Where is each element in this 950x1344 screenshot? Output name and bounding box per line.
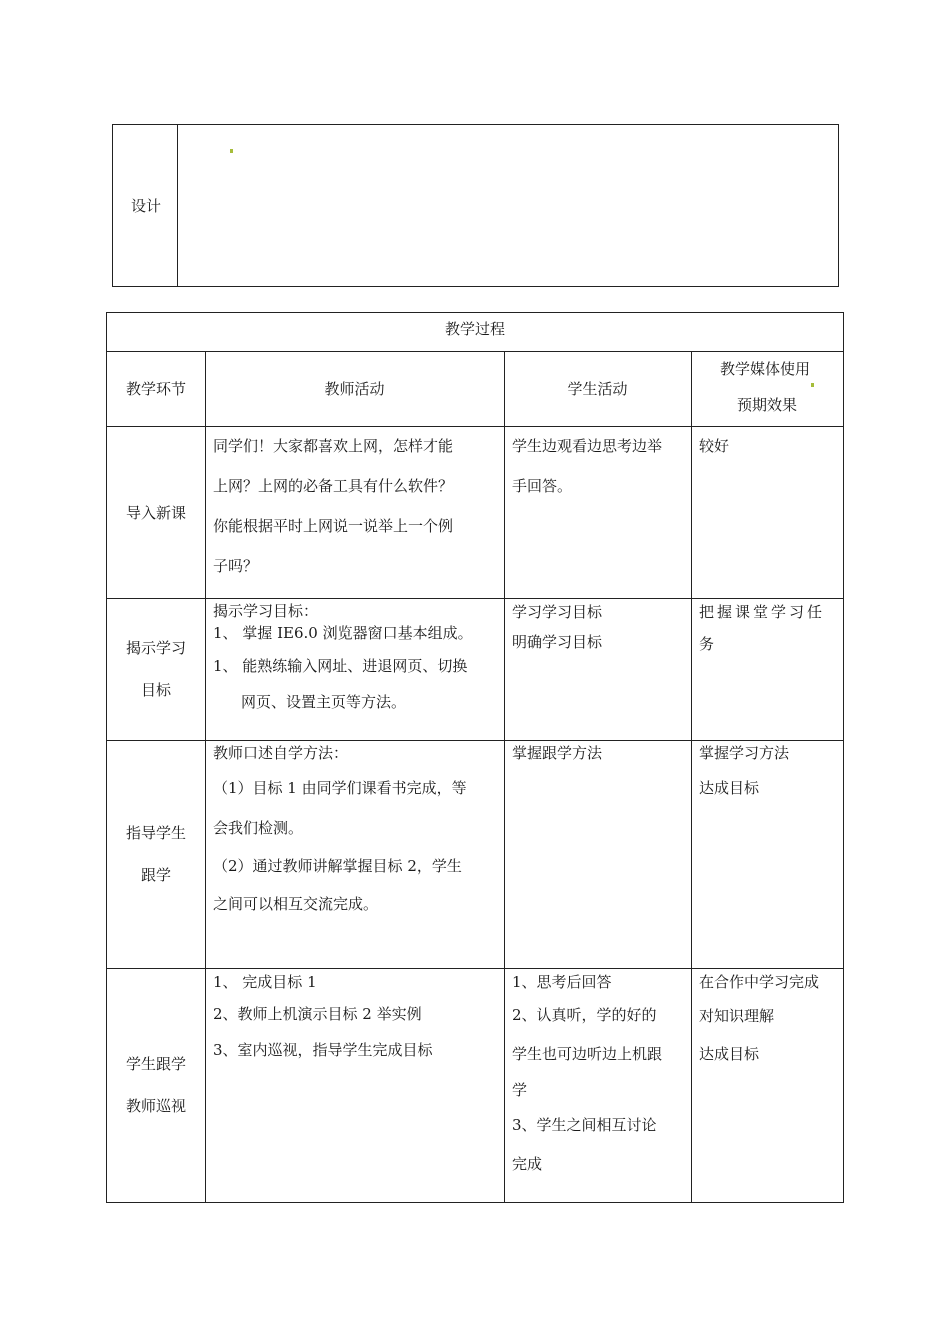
design-label-cell bbox=[113, 125, 178, 286]
table-row-1-media bbox=[691, 426, 843, 598]
header-teacher-text: 教师活动 bbox=[324, 380, 385, 398]
teacher-line: 2、教师上机演示目标 2 举实例 bbox=[213, 1005, 422, 1023]
table-row-3-stage bbox=[107, 740, 205, 968]
teacher-line: 网页、设置主页等方法。 bbox=[241, 693, 407, 711]
table-row-1-stage bbox=[107, 426, 205, 598]
student-line: 完成 bbox=[512, 1155, 543, 1173]
student-line: 明确学习目标 bbox=[512, 633, 603, 651]
marker-dot bbox=[230, 149, 233, 153]
teacher-line: 上网？上网的必备工具有什么软件？ bbox=[213, 477, 454, 495]
stage-text: 目标 bbox=[140, 681, 171, 699]
stage-text: 指导学生 bbox=[125, 824, 186, 842]
student-line: 3、学生之间相互讨论 bbox=[512, 1116, 657, 1134]
header-student-text: 学生活动 bbox=[567, 380, 628, 398]
table-title: 教学过程 bbox=[444, 319, 505, 338]
teacher-line: 3、室内巡视，指导学生完成目标 bbox=[213, 1041, 433, 1059]
header-teacher bbox=[205, 351, 504, 426]
table-row-4-media bbox=[691, 968, 843, 1202]
media-line: 把握课堂学习任 bbox=[699, 603, 826, 621]
table-row-1-student bbox=[504, 426, 691, 598]
teacher-line: 1、 掌握 IE6.0 浏览器窗口基本组成。 bbox=[213, 624, 473, 642]
teacher-line: 你能根据平时上网说一说举上一个例 bbox=[213, 517, 454, 535]
header-media bbox=[691, 351, 843, 426]
header-media-line2: 预期效果 bbox=[736, 396, 797, 414]
header-stage-text: 教学环节 bbox=[125, 380, 186, 398]
table-row-2-media bbox=[691, 598, 843, 740]
teacher-line: 1、 完成目标 1 bbox=[213, 973, 317, 991]
table-row-2-teacher bbox=[205, 598, 504, 740]
teacher-line: 揭示学习目标： bbox=[213, 602, 319, 620]
design-label: 设计 bbox=[130, 197, 161, 215]
teacher-line: 同学们！大家都喜欢上网，怎样才能 bbox=[213, 437, 454, 455]
student-line: 学生边观看边思考边举 bbox=[512, 437, 663, 455]
table-row-4-student bbox=[504, 968, 691, 1202]
teacher-line: 1、 能熟练输入网址、进退网页、切换 bbox=[213, 657, 468, 675]
student-line: 手回答。 bbox=[512, 477, 573, 495]
teacher-line: 教师口述自学方法： bbox=[213, 744, 349, 762]
media-line: 达成目标 bbox=[699, 779, 760, 797]
teaching-process-table bbox=[106, 312, 844, 1203]
student-line: 学习学习目标 bbox=[512, 603, 603, 621]
teacher-line: 子吗？ bbox=[213, 557, 259, 575]
student-line: 2、认真听，学的好的 bbox=[512, 1006, 657, 1024]
design-box bbox=[112, 124, 839, 287]
header-media-line1: 教学媒体使用 bbox=[719, 360, 810, 378]
student-line: 学 bbox=[512, 1081, 528, 1099]
header-student bbox=[504, 351, 691, 426]
student-line: 学生也可边听边上机跟 bbox=[512, 1045, 663, 1063]
media-line: 达成目标 bbox=[699, 1045, 760, 1063]
teacher-line: （2）通过教师讲解掌握目标 2，学生 bbox=[213, 857, 462, 875]
stage-text: 跟学 bbox=[140, 866, 171, 884]
stage-text: 揭示学习 bbox=[125, 639, 186, 657]
table-row-3-media bbox=[691, 740, 843, 968]
table-row-2-stage bbox=[107, 598, 205, 740]
stage-text: 学生跟学 bbox=[125, 1055, 186, 1073]
media-line: 务 bbox=[699, 635, 715, 653]
table-row-1-teacher bbox=[205, 426, 504, 598]
table-row-4-stage bbox=[107, 968, 205, 1202]
stage-text: 导入新课 bbox=[125, 503, 186, 522]
header-stage bbox=[107, 351, 205, 426]
student-line: 1、思考后回答 bbox=[512, 973, 612, 991]
media-line: 掌握学习方法 bbox=[699, 744, 790, 762]
marker-dot bbox=[811, 383, 814, 387]
table-row-4-teacher bbox=[205, 968, 504, 1202]
table-row-2-student bbox=[504, 598, 691, 740]
table-row-3-student bbox=[504, 740, 691, 968]
table-title-cell bbox=[107, 313, 843, 343]
media-line: 较好 bbox=[699, 437, 730, 455]
teacher-line: （1）目标 1 由同学们课看书完成，等 bbox=[213, 779, 467, 797]
media-line: 对知识理解 bbox=[699, 1007, 775, 1025]
teacher-line: 会我们检测。 bbox=[213, 819, 304, 837]
media-line: 在合作中学习完成 bbox=[699, 973, 820, 991]
student-line: 掌握跟学方法 bbox=[512, 744, 603, 762]
teacher-line: 之间可以相互交流完成。 bbox=[213, 895, 379, 913]
stage-text: 教师巡视 bbox=[125, 1097, 186, 1115]
table-row-3-teacher bbox=[205, 740, 504, 968]
